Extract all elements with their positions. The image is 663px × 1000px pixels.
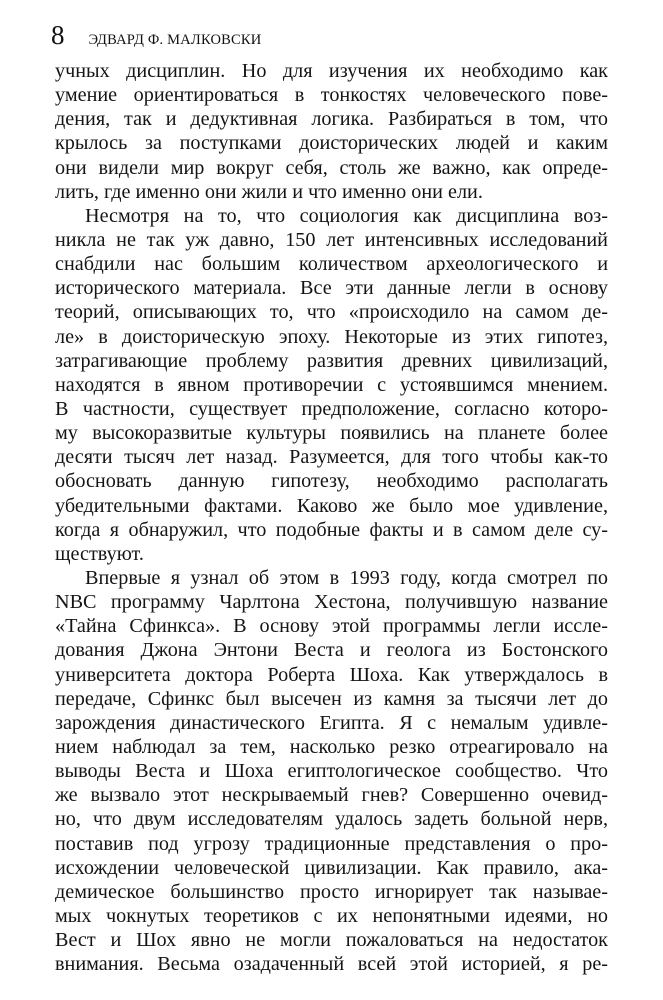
text-line: В частности, существует предположение, согласно которо- bbox=[55, 397, 608, 420]
text-line: «Тайна Сфинкса». В основу этой программы легли иссле- bbox=[55, 615, 608, 638]
text-line: му высокоразвитые культуры появились на планете более bbox=[55, 422, 608, 445]
text-line: выводы Веста и Шоха египтологическое сообщество. Что bbox=[55, 760, 608, 783]
text-line: дования Джона Энтони Веста и геолога из Бостонского bbox=[55, 639, 608, 662]
text-line: умение ориентироваться в тонкостях человеческого пове- bbox=[55, 84, 608, 107]
text-line: NBC программу Чарлтона Хестона, получившую название bbox=[55, 591, 608, 614]
text-line: убедительными фактами. Каково же было мое удивление, bbox=[55, 494, 608, 517]
text-line: же вызвало этот нескрываемый гнев? Совершенно очевид- bbox=[55, 784, 608, 807]
body-text bbox=[55, 59, 608, 976]
text-line: никла не так уж давно, 150 лет интенсивных исследований bbox=[55, 228, 608, 251]
text-line: Вест и Шох явно не могли пожаловаться на недостаток bbox=[55, 929, 608, 952]
text-line: внимания. Весьма озадаченный всей этой историей, я ре- bbox=[55, 953, 608, 976]
text-line: мых чокнутых теоретиков с их непонятными идеями, но bbox=[55, 904, 608, 927]
text-line: ле» в доисторическую эпоху. Некоторые из этих гипотез, bbox=[55, 325, 608, 348]
text-line: зарождения династического Египта. Я с немалым удивле- bbox=[55, 711, 608, 734]
text-line: десяти тысяч лет назад. Разумеется, для того чтобы как-то bbox=[55, 446, 608, 469]
text-line: нием наблюдал за тем, насколько резко отреагировало на bbox=[55, 735, 608, 758]
running-header bbox=[51, 20, 261, 50]
text-line: когда я обнаружил, что подобные факты и в самом деле су- bbox=[55, 518, 608, 541]
paragraph-first-line: Несмотря на то, что социология как дисциплина воз- bbox=[85, 204, 608, 227]
running-header-author: ЭДВАРД Ф. МАЛКОВСКИ bbox=[88, 32, 262, 48]
text-line: передаче, Сфинкс был высечен из камня за тысячи лет до bbox=[55, 687, 608, 710]
paragraph-first-line: Впервые я узнал об этом в 1993 году, когда смотрел по bbox=[85, 566, 608, 589]
text-line: дения, так и дедуктивная логика. Разбираться в том, что bbox=[55, 108, 608, 131]
text-line: исхождении человеческой цивилизации. Как правило, ака- bbox=[55, 856, 608, 879]
page-number: 8 bbox=[51, 20, 65, 50]
text-line: ществуют. bbox=[55, 542, 144, 565]
text-line: они видели мир вокруг себя, столь же важно, как опреде- bbox=[55, 156, 608, 179]
text-line: лить, где именно они жили и что именно они ели. bbox=[55, 180, 483, 203]
text-line: теорий, описывающих то, что «происходило на самом де- bbox=[55, 301, 608, 324]
text-line: учных дисциплин. Но для изучения их необходимо как bbox=[55, 60, 608, 82]
text-line: демическое большинство просто игнорирует так называе- bbox=[55, 880, 608, 903]
text-line: снабдили нас большим количеством археологического и bbox=[55, 253, 608, 276]
text-line: но, что двум исследователям удалось задеть больной нерв, bbox=[55, 808, 608, 831]
text-line: находятся в явном противоречии с устоявшимся мнением. bbox=[55, 373, 608, 396]
text-line: университета доктора Роберта Шоха. Как утверждалось в bbox=[55, 663, 608, 686]
text-line: обосновать данную гипотезу, необходимо располагать bbox=[55, 470, 608, 493]
text-line: поставив под угрозу традиционные представления о про- bbox=[55, 832, 608, 855]
text-line: затрагивающие проблему развития древних цивилизаций, bbox=[55, 349, 608, 372]
text-line: исторического материала. Все эти данные легли в основу bbox=[55, 277, 608, 300]
text-line: крылось за поступками доисторических людей и каким bbox=[55, 132, 608, 155]
